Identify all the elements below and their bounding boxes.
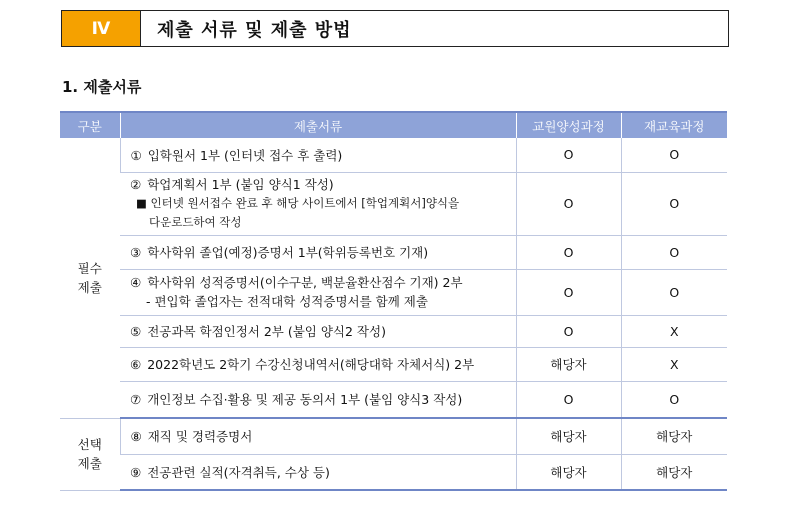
group-label: 필수 제출	[77, 260, 102, 295]
document-cell	[120, 418, 516, 454]
group-required	[60, 138, 120, 418]
table-row	[60, 347, 727, 381]
retraining-mark: 해당자	[621, 418, 727, 454]
table-row	[60, 235, 727, 269]
retraining-mark: O	[621, 138, 727, 172]
retraining-mark: X	[621, 315, 727, 347]
document-cell	[120, 454, 516, 490]
header-documents: 제출서류	[120, 112, 516, 138]
document-text: 재직 및 경력증명서	[147, 429, 253, 445]
document-text: 전공관련 실적(자격취득, 수상 등)	[147, 464, 330, 480]
retraining-mark: O	[621, 269, 727, 315]
retraining-mark: 해당자	[621, 454, 727, 490]
document-cell	[120, 381, 516, 418]
retraining-mark: O	[621, 381, 727, 418]
document-text: 학업계획서 1부 (붙임 양식1 작성)	[147, 177, 334, 192]
header-category: 구분	[60, 112, 120, 138]
subsection-title: 1. 제출서류	[62, 78, 142, 96]
header-teacher-training: 교원양성과정	[516, 112, 621, 138]
teacher-training-mark: O	[516, 138, 621, 172]
section-title: 제출 서류 및 제출 방법	[157, 19, 352, 41]
item-number: ③	[130, 245, 142, 260]
item-number: ④	[130, 275, 142, 290]
teacher-training-mark: 해당자	[516, 347, 621, 381]
table-header-row	[60, 112, 727, 138]
document-text: 학사학위 졸업(예정)증명서 1부(학위등록번호 기재)	[147, 245, 429, 260]
teacher-training-mark: O	[516, 172, 621, 235]
teacher-training-mark: O	[516, 235, 621, 269]
retraining-mark: O	[621, 172, 727, 235]
retraining-mark: O	[621, 235, 727, 269]
table-row	[60, 418, 727, 454]
item-number: ⑤	[130, 324, 142, 339]
document-cell	[120, 235, 516, 269]
item-number: ⑧	[130, 429, 142, 445]
teacher-training-mark: O	[516, 381, 621, 418]
document-text: 2022학년도 2학기 수강신청내역서(해당대학 자체서식) 2부	[147, 357, 475, 372]
group-optional	[60, 418, 120, 490]
retraining-mark: X	[621, 347, 727, 381]
item-number: ⑦	[130, 392, 142, 408]
table-row	[60, 269, 727, 315]
document-cell	[120, 269, 516, 315]
table-row	[60, 381, 727, 418]
document-text: 개인정보 수집·활용 및 제공 동의서 1부 (붙임 양식3 작성)	[147, 392, 463, 408]
document-cell	[120, 315, 516, 347]
teacher-training-mark: O	[516, 315, 621, 347]
document-text: 학사학위 성적증명서(이수구분, 백분율환산점수 기재) 2부	[147, 275, 463, 290]
item-number: ⑨	[130, 464, 142, 480]
item-number: ⑥	[130, 357, 142, 372]
document-note: - 편입학 졸업자는 전적대학 성적증명서를 함께 제출	[146, 294, 428, 309]
teacher-training-mark: 해당자	[516, 454, 621, 490]
document-cell	[120, 347, 516, 381]
documents-table	[60, 111, 727, 491]
teacher-training-mark: 해당자	[516, 418, 621, 454]
document-cell	[120, 172, 516, 235]
header-retraining: 재교육과정	[621, 112, 727, 138]
table-row	[60, 315, 727, 347]
section-header	[61, 10, 729, 47]
item-number: ②	[130, 177, 142, 192]
group-label: 선택 제출	[77, 437, 102, 471]
document-text: 입학원서 1부 (인터넷 접수 후 출력)	[147, 147, 343, 163]
document-note: ■ 인터넷 원서접수 완료 후 해당 사이트에서 [학업계획서]양식을 다운로드하여 작성	[136, 196, 460, 229]
item-number: ①	[130, 147, 142, 163]
teacher-training-mark: O	[516, 269, 621, 315]
table-row	[60, 454, 727, 490]
table-row	[60, 138, 727, 172]
section-number: Ⅳ	[62, 11, 141, 46]
document-cell	[120, 138, 516, 172]
document-text: 전공과목 학점인정서 2부 (붙임 양식2 작성)	[147, 324, 386, 339]
table-row	[60, 172, 727, 235]
